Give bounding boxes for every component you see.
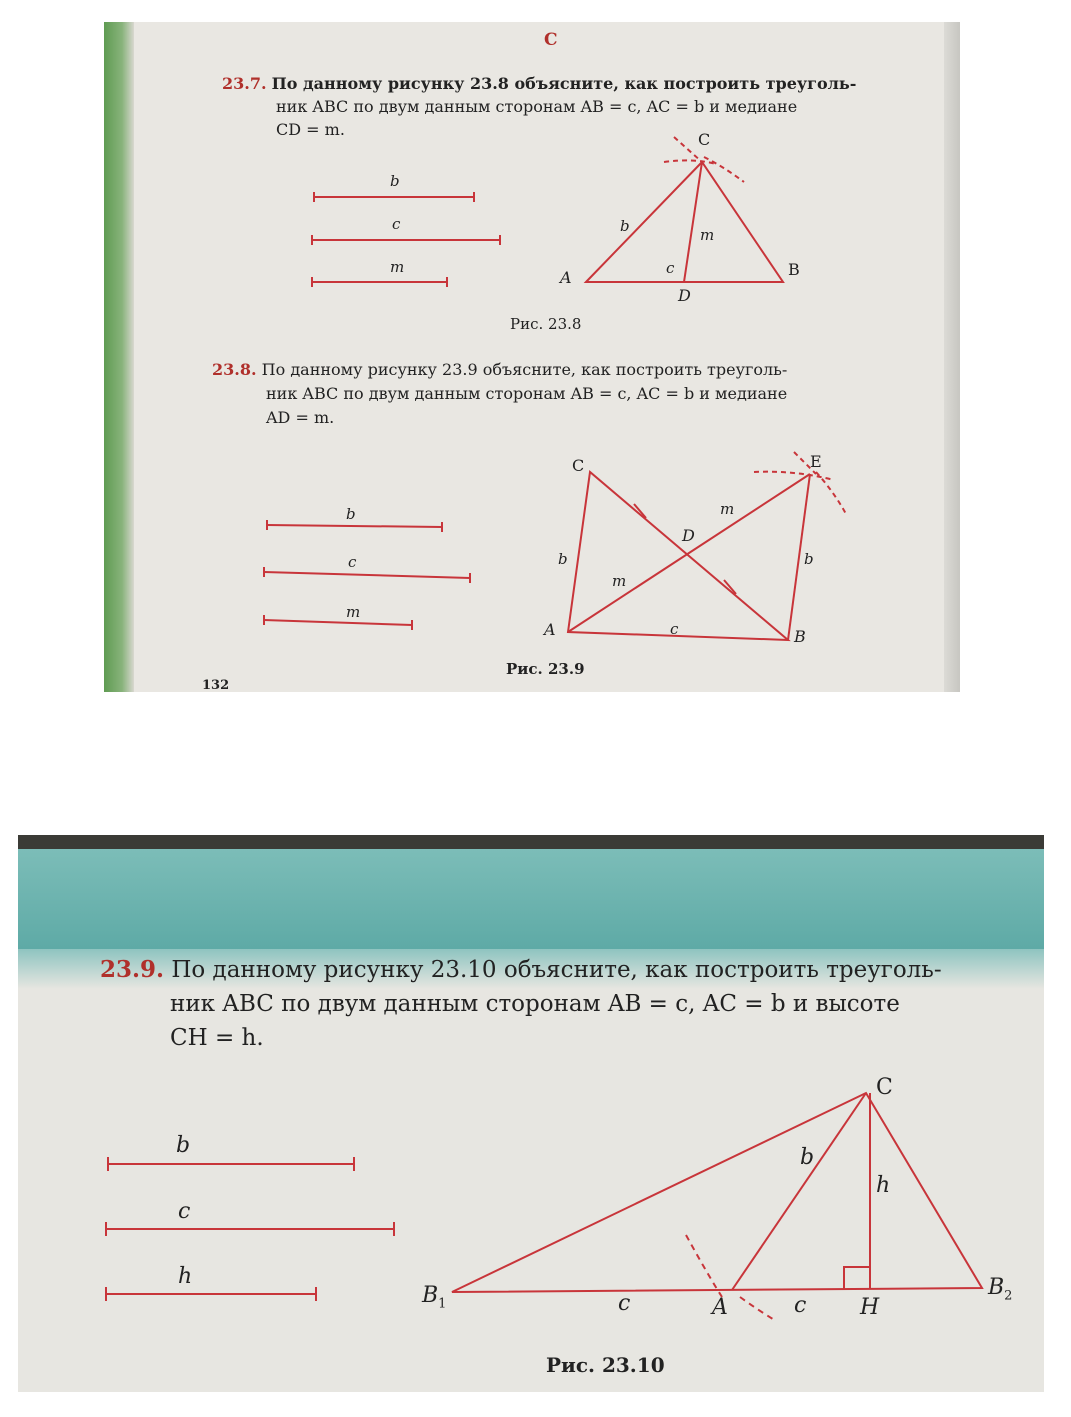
textbook-page-bottom (18, 835, 1044, 1392)
figure-caption: Рис. 23.8 (510, 315, 582, 333)
point-b: B (794, 627, 806, 646)
segment-label-b: b (176, 1133, 191, 1158)
header-letter: С (544, 30, 558, 50)
problem-number: 23.9. (100, 956, 165, 983)
problem-line: AD = m. (266, 408, 335, 427)
figure-23-9 (104, 22, 960, 692)
point-a: A (544, 620, 556, 639)
construction-arc (754, 472, 834, 480)
point-d: D (682, 526, 695, 545)
segment-label-c: c (392, 215, 401, 233)
segment-label-c: c (348, 553, 357, 571)
point-b1-letter: B (422, 1283, 439, 1308)
side-label-m: m (612, 572, 627, 590)
side-label-c: c (670, 620, 679, 638)
point-a: A (712, 1295, 728, 1320)
problem-line: По данному рисунку 23.9 объясните, как построить треуголь- (261, 360, 788, 379)
point-a: A (560, 268, 572, 287)
problem-line: По данному рисунку 23.10 объясните, как построить треуголь- (171, 957, 942, 983)
side-label-c: c (794, 1293, 807, 1318)
side-label-c: c (618, 1291, 631, 1316)
segment-label-c: c (178, 1199, 191, 1224)
problem-line: CH = h. (170, 1025, 264, 1051)
triangle-b1-c-b2 (452, 1093, 982, 1292)
point-b: B (788, 260, 800, 279)
figure-caption: Рис. 23.10 (546, 1353, 665, 1377)
point-d: D (678, 286, 691, 305)
point-h: H (860, 1295, 880, 1320)
point-b1-subscript: 1 (438, 1296, 447, 1312)
side-label-b: b (800, 1145, 815, 1170)
point-b2 (988, 1275, 1012, 1303)
point-c: C (572, 456, 585, 475)
construction-arc (686, 1235, 722, 1297)
segment-label-h: h (178, 1264, 193, 1289)
figure-caption: Рис. 23.9 (506, 660, 585, 678)
point-b1 (422, 1283, 446, 1311)
problem-line: ник ABC по двум данным сторонам AB = c, AC = b и медиане (266, 384, 788, 403)
point-c: C (698, 130, 711, 149)
problem-number: 23.7. (222, 74, 267, 93)
construction-arc (816, 472, 846, 514)
side-label-h: h (876, 1173, 891, 1198)
figure-23-10 (18, 835, 1044, 1392)
side-label-b: b (620, 217, 630, 235)
segment-label-m: m (346, 603, 361, 621)
side-ac (732, 1093, 866, 1290)
point-b2-letter: B (988, 1275, 1005, 1300)
point-c: C (876, 1075, 893, 1100)
side-label-b: b (558, 550, 568, 568)
construction-arc (740, 1297, 776, 1321)
problem-line: ник ABC по двум данным сторонам AB = c, AC = b и высоте (170, 991, 900, 1017)
line-ae (568, 474, 810, 632)
point-b2-subscript: 2 (1004, 1288, 1013, 1304)
segment-label-m: m (390, 258, 405, 276)
right-angle-mark (844, 1267, 870, 1289)
segment-label-b: b (346, 505, 356, 523)
page-number: 132 (202, 678, 230, 692)
textbook-page-top (104, 22, 960, 692)
segment-label-b: b (390, 172, 400, 190)
problem-number: 23.8. (212, 360, 257, 379)
side-label-m: m (720, 500, 735, 518)
side-label-c: c (666, 259, 675, 277)
side-label-b: b (804, 550, 814, 568)
side-label-m: m (700, 226, 715, 244)
point-e: E (810, 452, 822, 471)
problem-line: ник ABC по двум данным сторонам AB = c, AC = b и медиане (276, 97, 798, 116)
problem-line: CD = m. (276, 120, 345, 139)
triangle-abc (568, 472, 788, 640)
problem-line: По данному рисунку 23.8 объясните, как построить треуголь- (271, 74, 857, 93)
